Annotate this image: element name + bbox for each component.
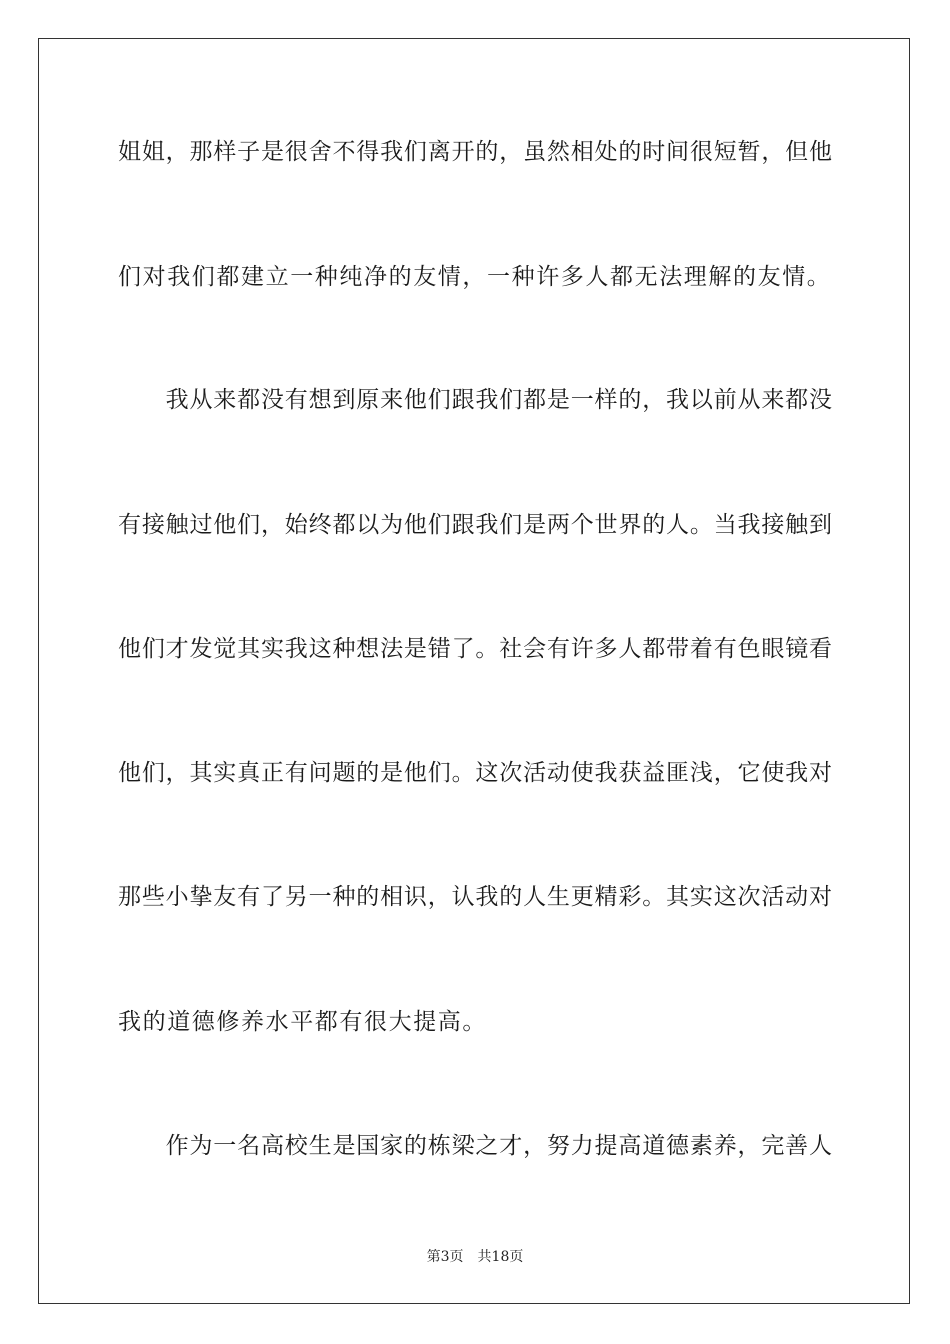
page-total: 共18页: [477, 1249, 524, 1265]
text-line: 我的道德修养水平都有很大提高。: [118, 1009, 487, 1035]
text-line: 我从来都没有想到原来他们跟我们都是一样的，我以前从来都没: [118, 387, 832, 413]
text-line: 姐姐，那样子是很舍不得我们离开的，虽然相处的时间很短暂，但他: [118, 139, 832, 165]
page-footer: [0, 1248, 950, 1266]
text-line: 有接触过他们，始终都以为他们跟我们是两个世界的人。当我接触到: [118, 512, 832, 538]
page-frame: [38, 38, 910, 1304]
text-line: 们对我们都建立一种纯净的友情，一种许多人都无法理解的友情。: [118, 264, 832, 290]
text-line: 那些小挚友有了另一种的相识，认我的人生更精彩。其实这次活动对: [118, 884, 832, 910]
text-line: 他们，其实真正有问题的是他们。这次活动使我获益匪浅，它使我对: [118, 760, 832, 786]
text-line: 作为一名高校生是国家的栋梁之才，努力提高道德素养，完善人: [118, 1133, 832, 1159]
text-line: 他们才发觉其实我这种想法是错了。社会有许多人都带着有色眼镜看: [118, 636, 832, 662]
page-number: 第3页: [426, 1249, 464, 1265]
